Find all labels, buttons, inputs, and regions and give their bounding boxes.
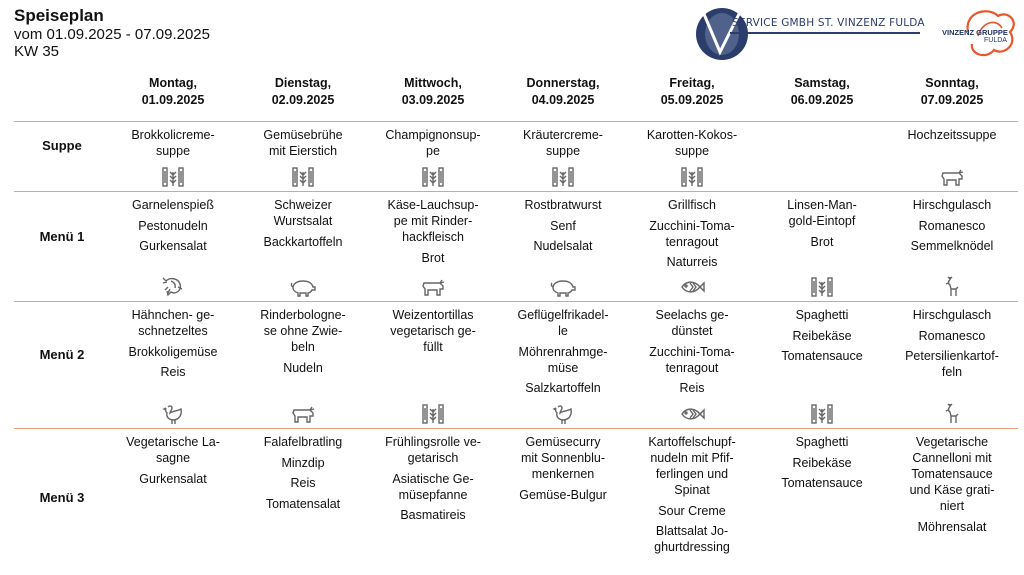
day-header [632, 75, 752, 109]
dish-item: Vegetarische Cannelloni mit Tomatensauce und Käse grati- niert [909, 435, 995, 513]
dish-item: Käse-Lauchsup- pe mit Rinder- hackfleisch [387, 198, 479, 244]
menu-cell [890, 307, 1014, 385]
vegetarian-icon [679, 165, 705, 189]
deer-icon [939, 402, 965, 426]
dish-item: Gurkensalat [139, 239, 207, 253]
dish-item: Rinderbologne- se ohne Zwie- beln [260, 308, 346, 354]
row-label: Menü 3 [39, 490, 85, 505]
vegetarian-icon [420, 165, 446, 189]
menu-cell [760, 434, 884, 496]
group-logo-line2: FULDA [984, 37, 1007, 44]
day-header [762, 75, 882, 109]
group-logo-line1: VINZENZ GRUPPE [942, 28, 1008, 37]
dish-item: Tomatensauce [781, 349, 863, 363]
menu-cell [630, 197, 754, 275]
dish-item: Reis [160, 365, 186, 379]
dish-item: Möhrensalat [917, 519, 987, 534]
menu-cell [501, 197, 625, 259]
vinzenz-gruppe-logo [938, 6, 1018, 58]
vegetarian-icon [550, 165, 576, 189]
menu-cell [241, 434, 365, 516]
dish-item: Nudelsalat [533, 239, 593, 253]
dish-item: Tomatensauce [781, 476, 863, 490]
dish-item: Pestonudeln [138, 218, 208, 233]
menu-cell [630, 307, 754, 401]
dish-item: Geflügelfrikadel- le [517, 308, 609, 338]
menu-cell [760, 307, 884, 369]
beef-icon [420, 275, 446, 299]
dish-item: Brokkolicreme- suppe [131, 128, 215, 158]
vegetarian-icon [290, 165, 316, 189]
menu-cell [501, 127, 625, 164]
dish-item: Weizentortillas vegetarisch ge- füllt [390, 308, 476, 354]
row-divider [14, 121, 1018, 122]
dish-item: Salzkartoffeln [525, 381, 601, 395]
dish-item: Romanesco [918, 328, 986, 343]
day-date: 02.09.2025 [271, 93, 335, 107]
service-logo-text: SERVICE GMBH ST. VINZENZ FULDA [732, 17, 925, 29]
dish-item: Zucchini-Toma- tenragout [649, 218, 735, 249]
day-date: 01.09.2025 [141, 93, 205, 107]
dish-item: Vegetarische La- sagne [126, 435, 220, 465]
day-header [892, 75, 1012, 109]
row-label: Suppe [42, 138, 82, 153]
dish-item: Brokkoligemüse [128, 344, 218, 359]
beef-icon [290, 402, 316, 426]
dish-item: Hirschgulasch [912, 308, 992, 322]
dish-item: Reibekäse [792, 455, 852, 470]
dish-item: Tomatensalat [265, 496, 341, 511]
menu-cell [371, 197, 495, 270]
menu-cell [371, 307, 495, 360]
row-label: Menü 2 [39, 347, 85, 362]
dish-item: Champignonsup- pe [385, 128, 481, 158]
fish-icon [679, 402, 705, 426]
page-title: Speiseplan [14, 6, 104, 25]
date-range: vom 01.09.2025 - 07.09.2025 [14, 26, 210, 43]
menu-cell [111, 307, 235, 385]
service-gmbh-logo [690, 4, 925, 66]
calendar-week: KW 35 [14, 43, 60, 60]
dish-item: Petersilienkartof- feln [905, 349, 999, 379]
dish-item: Backkartoffeln [263, 234, 343, 249]
vegetarian-icon [160, 165, 186, 189]
day-name: Samstag, [794, 76, 850, 90]
dish-item: Schweizer Wurstsalat [273, 198, 333, 228]
menu-cell [111, 197, 235, 259]
row-divider [14, 428, 1018, 429]
menu-cell [501, 307, 625, 401]
dish-item: Karotten-Kokos- suppe [646, 128, 738, 158]
dish-item: Reibekäse [792, 328, 852, 343]
dish-item: Hirschgulasch [912, 198, 992, 212]
dish-item: Nudeln [283, 360, 323, 375]
vegetarian-icon [420, 402, 446, 426]
dish-item: Hähnchen- ge- schnetzeltes [131, 308, 215, 338]
row-divider [14, 301, 1018, 302]
day-date: 07.09.2025 [920, 93, 984, 107]
menu-cell [371, 434, 495, 528]
dish-item: Gurkensalat [139, 471, 207, 486]
day-header [373, 75, 493, 109]
menu-cell [241, 307, 365, 380]
dish-item: Basmatireis [400, 508, 466, 522]
dish-item: Zucchini-Toma- tenragout [649, 344, 735, 375]
dish-item: Kartoffelschupf- nudeln mit Pfif- ferlingen und Spinat [648, 435, 736, 497]
fish-icon [679, 275, 705, 299]
dish-item: Grillfisch [668, 198, 716, 212]
vegetarian-icon [809, 402, 835, 426]
day-name: Sonntag, [925, 76, 979, 90]
menu-cell [241, 197, 365, 254]
dish-item: Gemüse-Bulgur [519, 487, 607, 502]
dish-item: Frühlingsrolle ve- getarisch [385, 435, 481, 465]
menu-cell [890, 127, 1014, 148]
day-date: 04.09.2025 [531, 93, 595, 107]
dish-item: Garnelenspieß [132, 198, 214, 212]
menu-cell [111, 434, 235, 491]
dish-item: Gemüsecurry mit Sonnenblu- menkernen [520, 435, 606, 481]
row-divider [14, 191, 1018, 192]
dish-item: Asiatische Ge- müsepfanne [392, 471, 474, 502]
dish-item: Semmelknödel [910, 239, 994, 253]
day-name: Mittwoch, [404, 76, 462, 90]
menu-cell [630, 434, 754, 560]
dish-item: Gemüsebrühe mit Eierstich [263, 128, 343, 158]
dish-item: Reis [290, 476, 316, 490]
dish-item: Romanesco [918, 218, 986, 233]
menu-cell [501, 434, 625, 507]
menu-cell [760, 197, 884, 254]
dish-item: Sour Creme [658, 503, 726, 518]
page-header [14, 6, 210, 60]
beef-icon [939, 165, 965, 189]
dish-item: Linsen-Man- gold-Eintopf [787, 198, 857, 228]
vegetarian-icon [809, 275, 835, 299]
dish-item: Senf [550, 218, 576, 233]
dish-item: Reis [679, 381, 705, 395]
dish-item: Kräutercreme- suppe [523, 128, 603, 158]
pork-icon [290, 275, 316, 299]
dish-item: Minzdip [281, 455, 325, 470]
dish-item: Seelachs ge- dünstet [655, 308, 729, 338]
dish-item: Spaghetti [795, 435, 849, 449]
row-label: Menü 1 [39, 229, 85, 244]
pork-icon [550, 275, 576, 299]
day-name: Dienstag, [274, 76, 332, 90]
dish-item: Falafelbratling [263, 435, 343, 449]
dish-item: Hochzeitssuppe [907, 128, 997, 142]
day-name: Freitag, [669, 76, 715, 90]
dish-item: Brot [421, 250, 445, 265]
menu-cell [630, 127, 754, 164]
dish-item: Möhrenrahmge- müse [518, 344, 608, 375]
day-header [243, 75, 363, 109]
dish-item: Brot [810, 234, 834, 249]
day-date: 06.09.2025 [790, 93, 854, 107]
day-header [113, 75, 233, 109]
day-date: 03.09.2025 [401, 93, 465, 107]
chicken-icon [550, 402, 576, 426]
shrimp-icon [160, 275, 186, 299]
chicken-icon [160, 402, 186, 426]
dish-item: Naturreis [666, 255, 718, 269]
day-header [503, 75, 623, 109]
dish-item: Rostbratwurst [524, 198, 602, 212]
menu-cell [111, 127, 235, 164]
dish-item: Spaghetti [795, 308, 849, 322]
menu-cell [371, 127, 495, 164]
menu-cell [241, 127, 365, 164]
menu-cell [890, 434, 1014, 539]
menu-cell [890, 197, 1014, 259]
deer-icon [939, 275, 965, 299]
day-name: Donnerstag, [526, 76, 600, 90]
day-date: 05.09.2025 [660, 93, 724, 107]
day-name: Montag, [149, 76, 197, 90]
dish-item: Blattsalat Jo- ghurtdressing [654, 524, 730, 554]
